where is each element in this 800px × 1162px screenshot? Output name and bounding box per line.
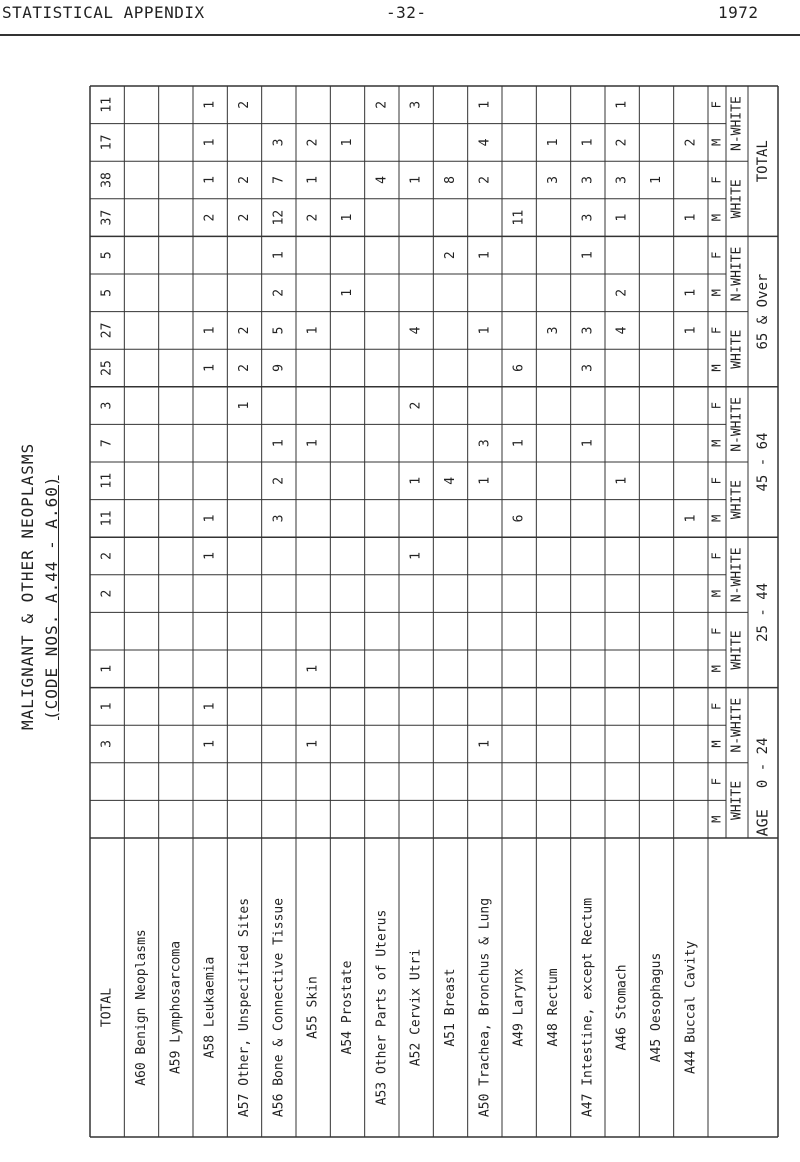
row-label-17: TOTAL [99,987,115,1028]
cell-value: 3 [614,176,630,184]
sex-label-7: F [709,552,724,560]
cell-value: 1 [649,176,664,184]
cell-value: 1 [305,664,321,673]
cell-value: 6 [511,514,527,523]
cell-value: 3 [580,326,596,335]
race-label-1: N-WHITE [729,697,745,753]
cell-value: 1 [271,439,287,448]
row-label-5: A49 Larynx [511,968,527,1047]
cell-value: 5 [271,326,287,335]
cell-value: 1 [305,326,321,335]
total-group-label: TOTAL [755,140,771,183]
cell-value: 1 [408,476,424,485]
cell-value: 11 [99,472,115,489]
header-left: STATISTICAL APPENDIX [2,3,205,22]
row-label-2: A46 Stomach [614,964,630,1051]
cell-value: 27 [99,322,115,339]
race-label-5: N-WHITE [729,397,745,452]
cell-value: 6 [511,364,527,372]
row-label-3: A47 Intestine, except Rectum [580,897,596,1118]
cell-value: 11 [99,96,115,113]
cell-value: 4 [477,138,493,147]
row-label-8: A52 Cervix Utri [408,948,424,1067]
row-label-15: A59 Lymphosarcoma [168,940,184,1075]
cell-value: 1 [614,100,630,109]
cell-value: 1 [683,514,699,523]
cell-value: 12 [271,209,287,226]
sex-label-14: M [709,289,724,297]
cell-value: 1 [511,439,527,448]
cell-value: 3 [408,100,424,109]
cell-value: 1 [202,100,218,109]
cell-value: 37 [99,209,115,226]
cell-value: 1 [202,702,218,711]
row-label-12: A56 Bone & Connective Tissue [271,897,287,1118]
cell-value: 1 [202,326,218,335]
header-year: 1972 [718,3,759,22]
cell-value: 1 [202,552,218,560]
cell-value: 9 [271,364,287,372]
cell-value: 2 [477,176,493,184]
row-label-4: A48 Rectum [546,968,561,1047]
cell-value: 1 [202,364,218,372]
age-group-label-0: 0 - 24 [755,737,771,789]
cell-value: 1 [614,476,630,485]
sex-label-16: M [709,213,724,222]
cell-value: 3 [580,213,596,222]
row-label-10: A54 Prostate [340,960,355,1055]
cell-value: 1 [614,213,630,222]
cell-value: 1 [305,439,321,448]
cell-value: 2 [237,326,252,335]
row-label-1: A45 Oesophagus [649,952,664,1063]
cell-value: 1 [477,251,493,260]
cell-value: 2 [614,138,630,147]
sex-label-3: F [709,702,724,711]
cell-value: 1 [683,326,699,335]
sex-label-12: M [709,364,724,372]
sex-label-10: M [709,439,724,447]
race-label-7: N-WHITE [729,246,745,302]
cell-value: 25 [99,360,115,376]
cell-value: 1 [477,740,493,748]
side-title-line2: (CODE NOS. A.44 - A.60) [42,475,61,720]
cell-value: 17 [99,134,115,151]
cell-value: 2 [237,100,252,109]
sex-label-9: F [709,477,724,485]
row-label-7: A51 Breast [443,968,458,1047]
race-label-9: N-WHITE [729,96,745,151]
cell-value: 1 [546,138,561,147]
cell-value: 1 [237,401,252,410]
cell-value: 1 [580,251,596,260]
cell-value: 1 [305,176,321,184]
sex-label-4: M [709,665,724,673]
sex-label-0: M [709,815,724,823]
cell-value: 1 [683,288,699,297]
sex-label-8: M [709,514,724,523]
cell-value: 1 [202,138,218,147]
cell-value: 1 [580,138,596,147]
cell-value: 2 [99,552,115,560]
age-header-label: AGE [753,809,772,837]
cell-value: 1 [202,176,218,184]
cell-value: 1 [202,740,218,748]
sex-label-1: F [709,777,724,786]
age-group-label-3: 65 & Over [755,273,771,350]
cell-value: 2 [408,401,424,410]
cell-value: 5 [99,288,115,297]
race-label-8: WHITE [729,179,745,219]
sex-label-11: F [709,401,724,410]
cell-value: 1 [340,288,355,297]
cell-value: 11 [99,510,115,527]
cell-value: 2 [237,176,252,184]
row-label-9: A53 Other Parts of Uterus [374,909,390,1106]
cell-value: 2 [683,138,699,147]
cell-value: 1 [408,176,424,184]
cell-value: 11 [511,209,527,226]
cell-value: 1 [271,251,287,260]
row-label-0: A44 Buccal Cavity [683,940,699,1075]
cell-value: 2 [305,138,321,147]
cell-value: 2 [443,251,458,260]
race-label-3: N-WHITE [729,547,745,603]
cell-value: 1 [477,476,493,485]
cell-value: 38 [99,172,115,188]
cell-value: 3 [580,364,596,372]
cell-value: 3 [99,740,115,748]
cell-value: 3 [546,326,561,335]
cell-value: 2 [99,589,115,598]
sex-label-15: F [709,251,724,259]
cell-value: 1 [305,740,321,748]
cell-value: 1 [477,326,493,335]
cell-value: 1 [477,100,493,109]
page-number: -32- [386,3,427,22]
race-label-2: WHITE [729,630,745,670]
row-label-11: A55 Skin [305,976,321,1039]
cell-value: 3 [546,176,561,184]
cell-value: 1 [99,702,115,711]
cell-value: 5 [99,251,115,260]
cell-value: 4 [408,326,424,335]
sex-label-6: M [709,589,724,598]
cell-value: 1 [340,213,355,222]
sex-label-13: F [709,326,724,335]
cell-value: 3 [477,439,493,448]
cell-value: 2 [237,213,252,222]
row-label-13: A57 Other, Unspecified Sites [237,897,252,1118]
race-label-4: WHITE [729,480,745,520]
race-label-6: WHITE [729,329,745,369]
cell-value: 1 [408,552,424,560]
sex-label-17: F [709,176,724,184]
row-label-14: A58 Leukaemia [202,956,218,1059]
cell-value: 2 [374,100,390,109]
cell-value: 2 [271,288,287,297]
cell-value: 2 [305,213,321,222]
cell-value: 1 [202,514,218,523]
cell-value: 3 [271,138,287,147]
cell-value: 2 [202,213,218,222]
side-title-line1: MALIGNANT & OTHER NEOPLASMS [18,442,37,730]
cell-value: 3 [580,176,596,184]
cell-value: 3 [271,514,287,523]
cell-value: 1 [99,664,115,673]
row-label-6: A50 Trachea, Bronchus & Lung [477,897,493,1118]
cell-value: 2 [614,288,630,297]
cell-value: 4 [443,476,458,485]
sex-label-19: F [709,101,724,109]
sex-label-2: M [709,740,724,748]
cell-value: 1 [340,138,355,147]
cell-value: 2 [271,476,287,485]
cell-value: 3 [99,401,115,410]
cell-value: 2 [237,364,252,372]
cell-value: 4 [374,176,390,184]
cell-value: 4 [614,326,630,335]
age-group-label-2: 45 - 64 [755,432,771,492]
cell-value: 1 [683,213,699,222]
cell-value: 7 [99,439,115,448]
age-group-label-1: 25 - 44 [755,582,771,642]
cell-value: 7 [271,176,287,184]
sex-label-18: M [709,138,724,147]
sex-label-5: F [709,627,724,635]
row-label-16: A60 Benign Neoplasms [134,929,149,1086]
race-label-0: WHITE [729,780,745,820]
cell-value: 1 [580,439,596,448]
cell-value: 8 [443,176,458,184]
